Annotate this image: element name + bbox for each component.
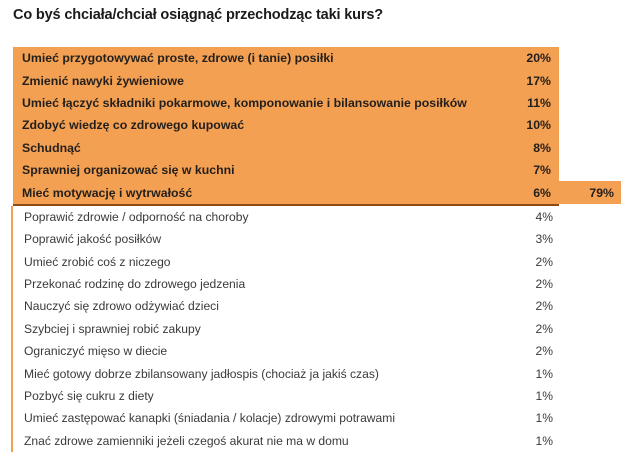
- row-value: 1%: [535, 411, 553, 426]
- table-row: [15, 206, 557, 228]
- table-row: [15, 340, 557, 362]
- row-value: 2%: [535, 321, 553, 336]
- table-row: [15, 228, 557, 250]
- row-label: Poprawić zdrowie / odporność na choroby: [24, 209, 249, 224]
- row-label: Umieć łączyć składniki pokarmowe, komponowanie i bilansowanie posiłków: [22, 95, 467, 110]
- row-label: Mieć gotowy dobrze zbilansowany jadłospis (chociaż ja jakiś czas): [24, 366, 379, 381]
- row-value: 8%: [533, 140, 551, 155]
- table-row: [13, 69, 621, 91]
- row-value: 1%: [535, 389, 553, 403]
- table-row: [13, 181, 621, 203]
- row-label: Ograniczyć mięso w diecie: [24, 344, 168, 359]
- row-value: 1%: [535, 366, 553, 381]
- row-label: Mieć motywację i wytrwałość: [22, 185, 193, 200]
- row-value: 10%: [526, 118, 551, 133]
- table-row: [13, 159, 621, 181]
- table-row: [15, 295, 557, 317]
- row-label: Umieć zastępować kanapki (śniadania / kolacje) zdrowymi potrawami: [24, 411, 396, 426]
- row-label: Schudnąć: [22, 140, 81, 155]
- table-row: [15, 362, 557, 384]
- row-value: 11%: [527, 95, 551, 110]
- table-row: [13, 137, 621, 159]
- page-title: Co byś chciała/chciał osiągnąć przechodząc taki kurs?: [13, 7, 383, 23]
- row-label: Zmienić nawyki żywieniowe: [22, 73, 184, 88]
- row-value: 20%: [526, 51, 551, 66]
- row-value: 1%: [535, 433, 553, 448]
- table-row: [15, 318, 557, 340]
- table-row: [15, 273, 557, 295]
- row-label: Nauczyć się zdrowo odżywiać dzieci: [24, 299, 219, 314]
- table-row: [15, 251, 557, 273]
- cumulative-total: 79%: [559, 181, 621, 203]
- table-row: [13, 114, 621, 136]
- plain-rows-group: [11, 206, 557, 452]
- row-label: Znać zdrowe zamienniki jeżeli czegoś akurat nie ma w domu: [24, 433, 349, 448]
- row-label: Szybciej i sprawniej robić zakupy: [24, 321, 201, 336]
- row-value: 2%: [535, 344, 553, 359]
- table-row: [15, 430, 557, 452]
- row-label: Poprawić jakość posiłków: [24, 232, 162, 247]
- row-value: 2%: [535, 299, 553, 314]
- row-label: Zdobyć wiedzę co zdrowego kupować: [22, 118, 245, 133]
- row-value: 2%: [535, 254, 553, 269]
- table-row: [15, 385, 557, 407]
- row-label: Przekonać rodzinę do zdrowego jedzenia: [24, 277, 246, 292]
- row-label: Umieć zrobić coś z niczego: [24, 254, 171, 269]
- row-value: 7%: [533, 162, 551, 177]
- row-value: 3%: [535, 232, 553, 247]
- results-table: [13, 47, 621, 452]
- table-row: [13, 47, 621, 69]
- table-row: [13, 92, 621, 114]
- row-value: 17%: [526, 73, 551, 88]
- row-value: 4%: [535, 209, 553, 224]
- highlighted-rows-group: [13, 47, 621, 204]
- row-label: Umieć przygotowywać proste, zdrowe (i tanie) posiłki: [22, 51, 334, 66]
- row-value: 2%: [535, 277, 553, 292]
- row-label: Sprawniej organizować się w kuchni: [22, 162, 235, 177]
- table-row: [15, 407, 557, 429]
- row-label: Pozbyć się cukru z diety: [24, 389, 154, 403]
- row-value: 6%: [533, 185, 551, 200]
